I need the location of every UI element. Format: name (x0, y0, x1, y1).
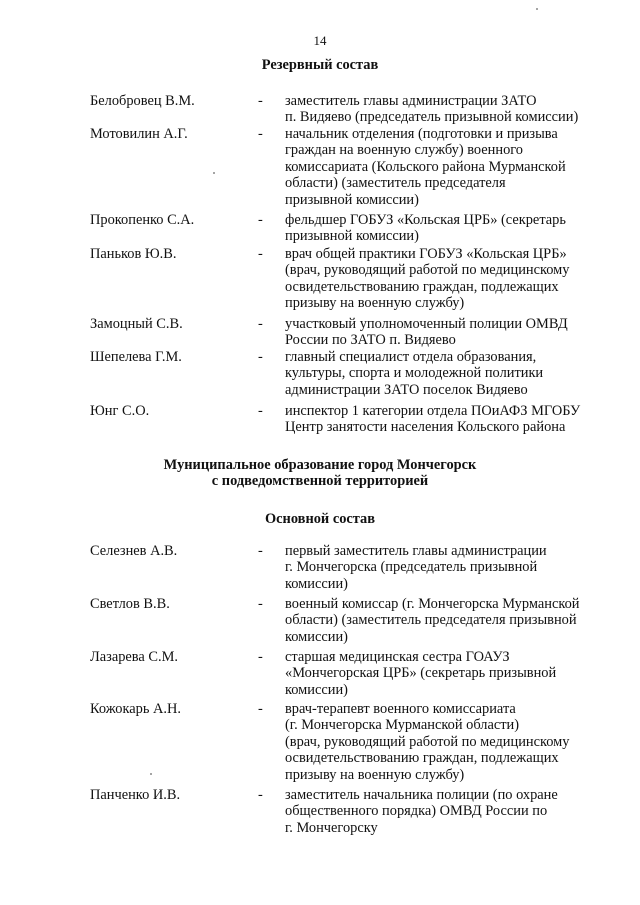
role-line: врач-терапевт военного комиссариата (285, 701, 516, 717)
dash-separator: - (258, 349, 263, 365)
scan-speck (213, 172, 215, 174)
member-name: Мотовилин А.Г. (90, 126, 188, 142)
role-line: г. Мончегорску (285, 819, 378, 836)
role-line: заместитель главы администрации ЗАТО (285, 93, 537, 109)
dash-separator: - (258, 543, 263, 559)
role-line: (г. Мончегорска Мурманской области) (285, 717, 520, 734)
member-role (285, 596, 615, 645)
member-role (285, 787, 615, 836)
role-line: России по ЗАТО п. Видяево (285, 332, 456, 349)
dash-separator: - (258, 649, 263, 665)
member-role (285, 212, 615, 245)
member-name: Панченко И.В. (90, 787, 181, 803)
dash-separator: - (258, 316, 263, 332)
member-name: Паньков Ю.В. (90, 246, 177, 262)
heading-line: Основной состав (264, 511, 376, 527)
role-line: старшая медицинская сестра ГОАУЗ (285, 649, 510, 665)
scan-speck (536, 8, 538, 10)
member-role (285, 246, 615, 312)
role-line: врач общей практики ГОБУЗ «Кольская ЦРБ» (285, 246, 567, 262)
role-line: граждан на военную службу) военного (285, 142, 523, 159)
member-name: Замоцный С.В. (90, 316, 183, 332)
member-name: Шепелева Г.М. (90, 349, 182, 365)
member-name: Светлов В.В. (90, 596, 170, 612)
role-line: комиссии) (285, 575, 348, 592)
role-line: «Мончегорская ЦРБ» (секретарь призывной (285, 665, 557, 682)
page-number: 14 (313, 33, 327, 48)
role-line: комиссии) (285, 628, 348, 645)
dash-separator: - (258, 246, 263, 262)
role-line: фельдшер ГОБУЗ «Кольская ЦРБ» (секретарь (285, 212, 566, 228)
member-role (285, 93, 615, 126)
dash-separator: - (258, 701, 263, 717)
member-name: Лазарева С.М. (90, 649, 178, 665)
section-heading-main (0, 511, 640, 527)
dash-separator: - (258, 93, 263, 109)
member-name: Кожокарь А.Н. (90, 701, 181, 717)
dash-separator: - (258, 596, 263, 612)
section-heading-reserve (0, 57, 640, 73)
role-line: призывной комиссии) (285, 228, 419, 245)
role-line: п. Видяево (председатель призывной комиссии) (285, 109, 579, 126)
role-line: участковый уполномоченный полиции ОМВД (285, 316, 568, 332)
heading-line: Резервный состав (261, 57, 379, 73)
role-line: заместитель начальника полиции (по охране (285, 787, 558, 803)
role-line: освидетельствованию граждан, подлежащих (285, 278, 559, 295)
role-line: Центр занятости населения Кольского района (285, 419, 566, 436)
role-line: области) (заместитель председателя (285, 175, 506, 192)
role-line: призыву на военную службу) (285, 766, 465, 783)
dash-separator: - (258, 126, 263, 142)
role-line: инспектор 1 категории отдела ПОиАФЗ МГОБУ (285, 403, 581, 419)
dash-separator: - (258, 403, 263, 419)
role-line: призывной комиссии) (285, 191, 419, 208)
role-line: (врач, руководящий работой по медицинскому (285, 262, 570, 279)
role-line: (врач, руководящий работой по медицинскому (285, 733, 570, 750)
role-line: культуры, спорта и молодежной политики (285, 365, 544, 382)
member-role (285, 349, 615, 398)
role-line: администрации ЗАТО поселок Видяево (285, 381, 528, 398)
member-name: Прокопенко С.А. (90, 212, 195, 228)
role-line: комиссариата (Кольского района Мурманской (285, 158, 566, 175)
scan-speck (150, 773, 152, 775)
member-name: Юнг С.О. (90, 403, 150, 419)
role-line: комиссии) (285, 681, 348, 698)
dash-separator: - (258, 212, 263, 228)
role-line: военный комиссар (г. Мончегорска Мурманской (285, 596, 580, 612)
member-name: Селезнев А.В. (90, 543, 178, 559)
heading-line: Муниципальное образование город Мончегорск (163, 457, 477, 473)
role-line: начальник отделения (подготовки и призыва (285, 126, 558, 142)
role-line: общественного порядка) ОМВД России по (285, 803, 548, 820)
member-name: Белобровец В.М. (90, 93, 195, 109)
member-role (285, 316, 615, 349)
member-role (285, 126, 615, 208)
dash-separator: - (258, 787, 263, 803)
heading-line: с подведомственной территорией (211, 473, 429, 490)
municipality-heading (0, 457, 640, 490)
role-line: области) (заместитель председателя призывной (285, 612, 577, 629)
member-role (285, 649, 615, 698)
member-role (285, 701, 615, 783)
role-line: г. Мончегорска (председатель призывной (285, 559, 538, 576)
role-line: первый заместитель главы администрации (285, 543, 547, 559)
role-line: призыву на военную службу) (285, 295, 465, 312)
member-role (285, 403, 615, 436)
role-line: освидетельствованию граждан, подлежащих (285, 750, 559, 767)
member-role (285, 543, 615, 592)
role-line: главный специалист отдела образования, (285, 349, 537, 365)
